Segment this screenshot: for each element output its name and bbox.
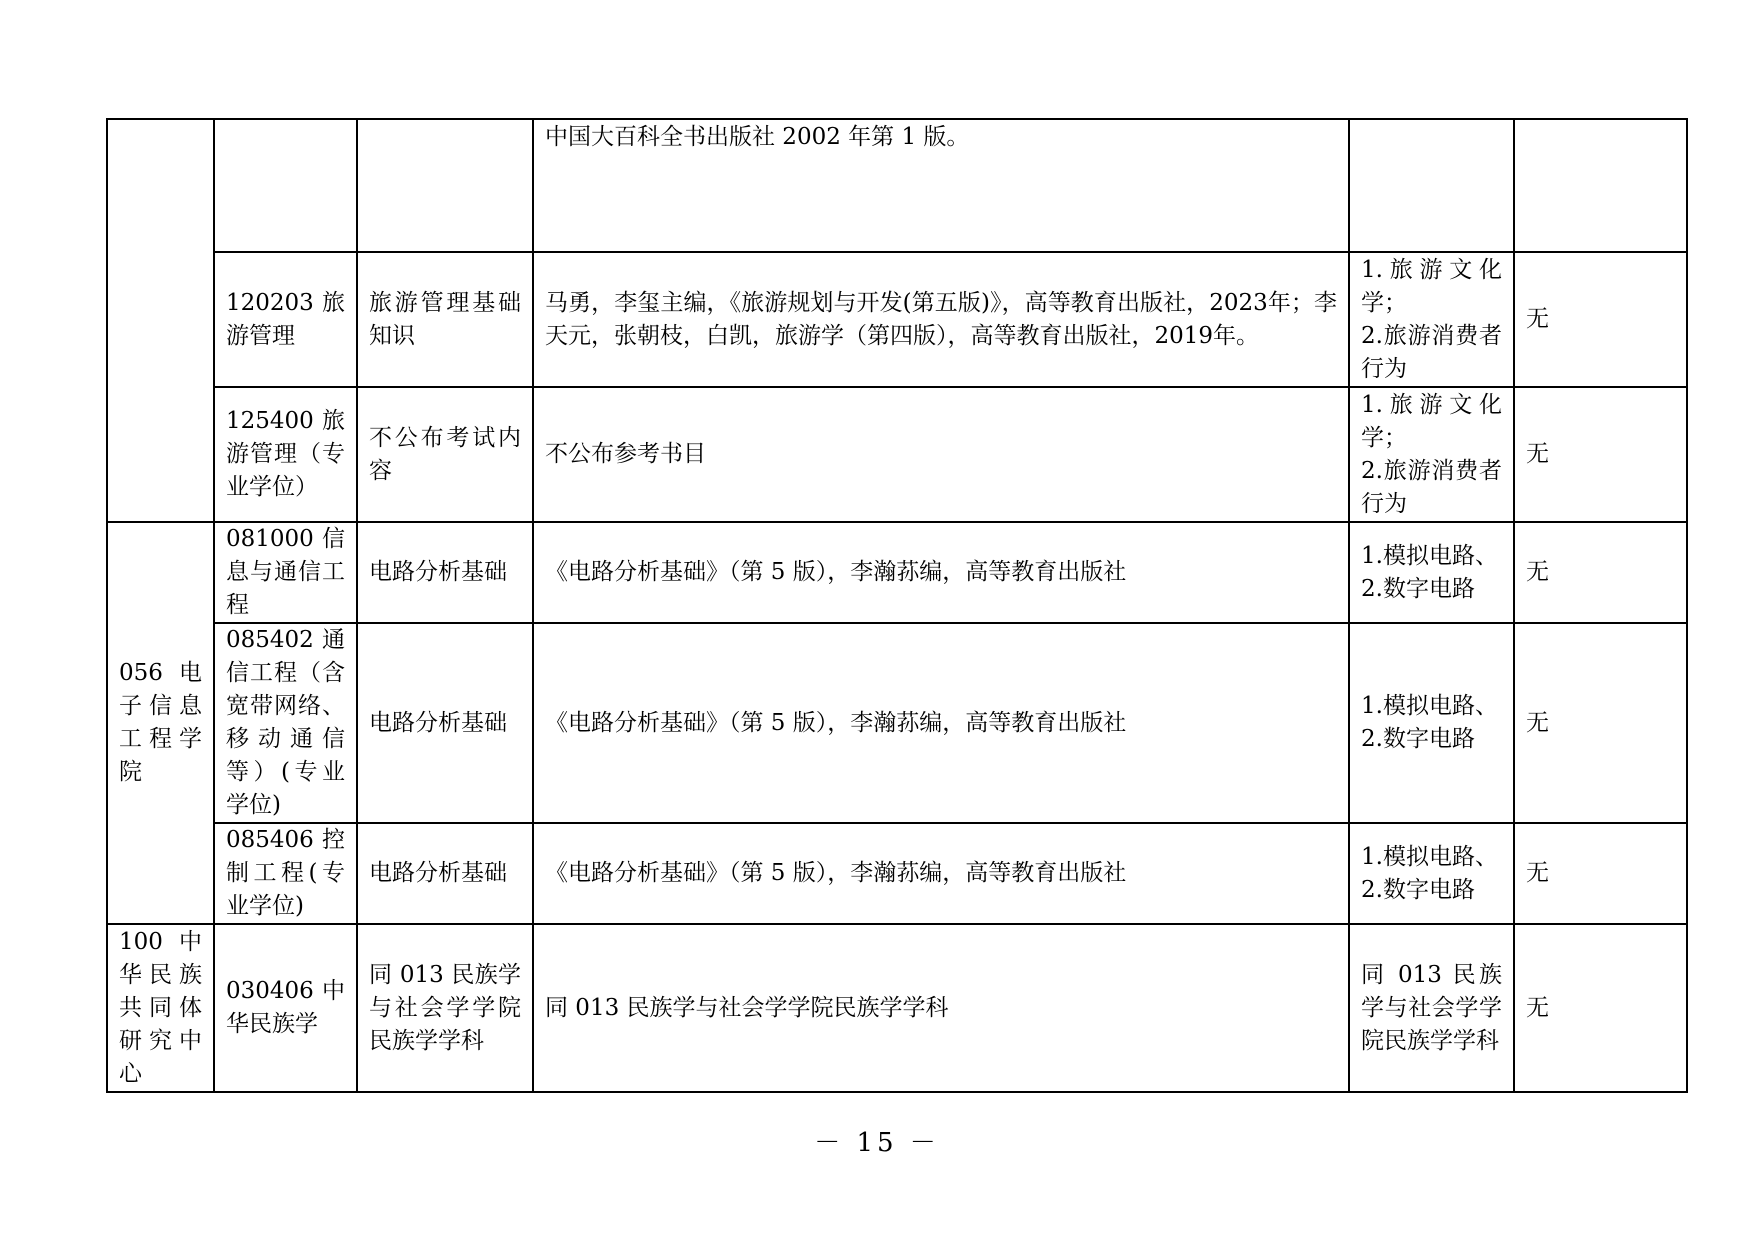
- table-row: [107, 387, 1687, 522]
- retest-cell: [1349, 252, 1514, 387]
- retest-item: 2.旅游消费者行为: [1361, 322, 1502, 382]
- retest-cell: [1349, 823, 1514, 924]
- major-cell: [214, 119, 357, 252]
- major-cell: 085402 通信工程（含宽带网络、移动通信等）(专业学位): [214, 623, 357, 823]
- reference-cell: 同 013 民族学与社会学学院民族学学科: [533, 924, 1349, 1092]
- exam-content-cell: 电路分析基础: [357, 522, 533, 623]
- reference-cell: 《电路分析基础》（第 5 版），李瀚荪编，高等教育出版社: [533, 522, 1349, 623]
- dept-cell: 100 中华民族共同体研究中心: [107, 924, 214, 1092]
- major-cell: 085406 控制工程(专业学位): [214, 823, 357, 924]
- retest-item: 2.旅游消费者行为: [1361, 457, 1502, 517]
- exam-content-cell: 不公布考试内容: [357, 387, 533, 522]
- table-row: [107, 252, 1687, 387]
- major-cell: 125400 旅游管理（专业学位）: [214, 387, 357, 522]
- dept-cell: 056 电子信息工程学院: [107, 522, 214, 924]
- retest-item: 2.数字电路: [1361, 575, 1475, 602]
- admissions-table: [106, 118, 1688, 1093]
- retest-item: 1.模拟电路、: [1361, 843, 1498, 870]
- retest-cell: [1349, 387, 1514, 522]
- additional-cell: 无: [1514, 252, 1687, 387]
- exam-content-cell: 电路分析基础: [357, 823, 533, 924]
- retest-item: 1.旅游文化学；: [1361, 256, 1502, 316]
- table-row: [107, 119, 1687, 252]
- table-row: [107, 823, 1687, 924]
- major-cell: 081000 信息与通信工程: [214, 522, 357, 623]
- additional-cell: 无: [1514, 522, 1687, 623]
- retest-item: 2.数字电路: [1361, 726, 1475, 752]
- additional-cell: [1514, 119, 1687, 252]
- reference-cell: 中国大百科全书出版社 2002 年第 1 版。: [533, 119, 1349, 252]
- exam-content-cell: 电路分析基础: [357, 623, 533, 823]
- dept-cell: [107, 119, 214, 522]
- exam-content-cell: 旅游管理基础知识: [357, 252, 533, 387]
- reference-cell: 《电路分析基础》（第 5 版），李瀚荪编，高等教育出版社: [533, 623, 1349, 823]
- retest-item: 1.模拟电路、: [1361, 542, 1498, 569]
- exam-content-cell: [357, 119, 533, 252]
- table-row: [107, 924, 1687, 1092]
- table-row: [107, 522, 1687, 623]
- retest-cell: [1349, 522, 1514, 623]
- additional-cell: 无: [1514, 823, 1687, 924]
- retest-cell: [1349, 623, 1514, 823]
- retest-item: 1.模拟电路、: [1361, 693, 1498, 719]
- major-cell: 030406 中华民族学: [214, 924, 357, 1092]
- retest-cell: [1349, 119, 1514, 252]
- retest-item: 2.数字电路: [1361, 876, 1475, 903]
- reference-cell: 马勇，李玺主编，《旅游规划与开发(第五版)》，高等教育出版社，2023年；李天元，张朝枝，白凯，旅游学（第四版），高等教育出版社，2019年。: [533, 252, 1349, 387]
- additional-cell: 无: [1514, 387, 1687, 522]
- reference-cell: 《电路分析基础》（第 5 版），李瀚荪编，高等教育出版社: [533, 823, 1349, 924]
- page-number: － 15 －: [814, 1128, 940, 1158]
- major-cell: 120203 旅游管理: [214, 252, 357, 387]
- exam-content-cell: 同 013 民族学与社会学学院民族学学科: [357, 924, 533, 1092]
- retest-item: 1.旅游文化学；: [1361, 391, 1502, 451]
- additional-cell: 无: [1514, 623, 1687, 823]
- reference-cell: 不公布参考书目: [533, 387, 1349, 522]
- table-row: [107, 623, 1687, 823]
- additional-cell: 无: [1514, 924, 1687, 1092]
- retest-cell: 同 013 民族学与社会学学院民族学学科: [1349, 924, 1514, 1092]
